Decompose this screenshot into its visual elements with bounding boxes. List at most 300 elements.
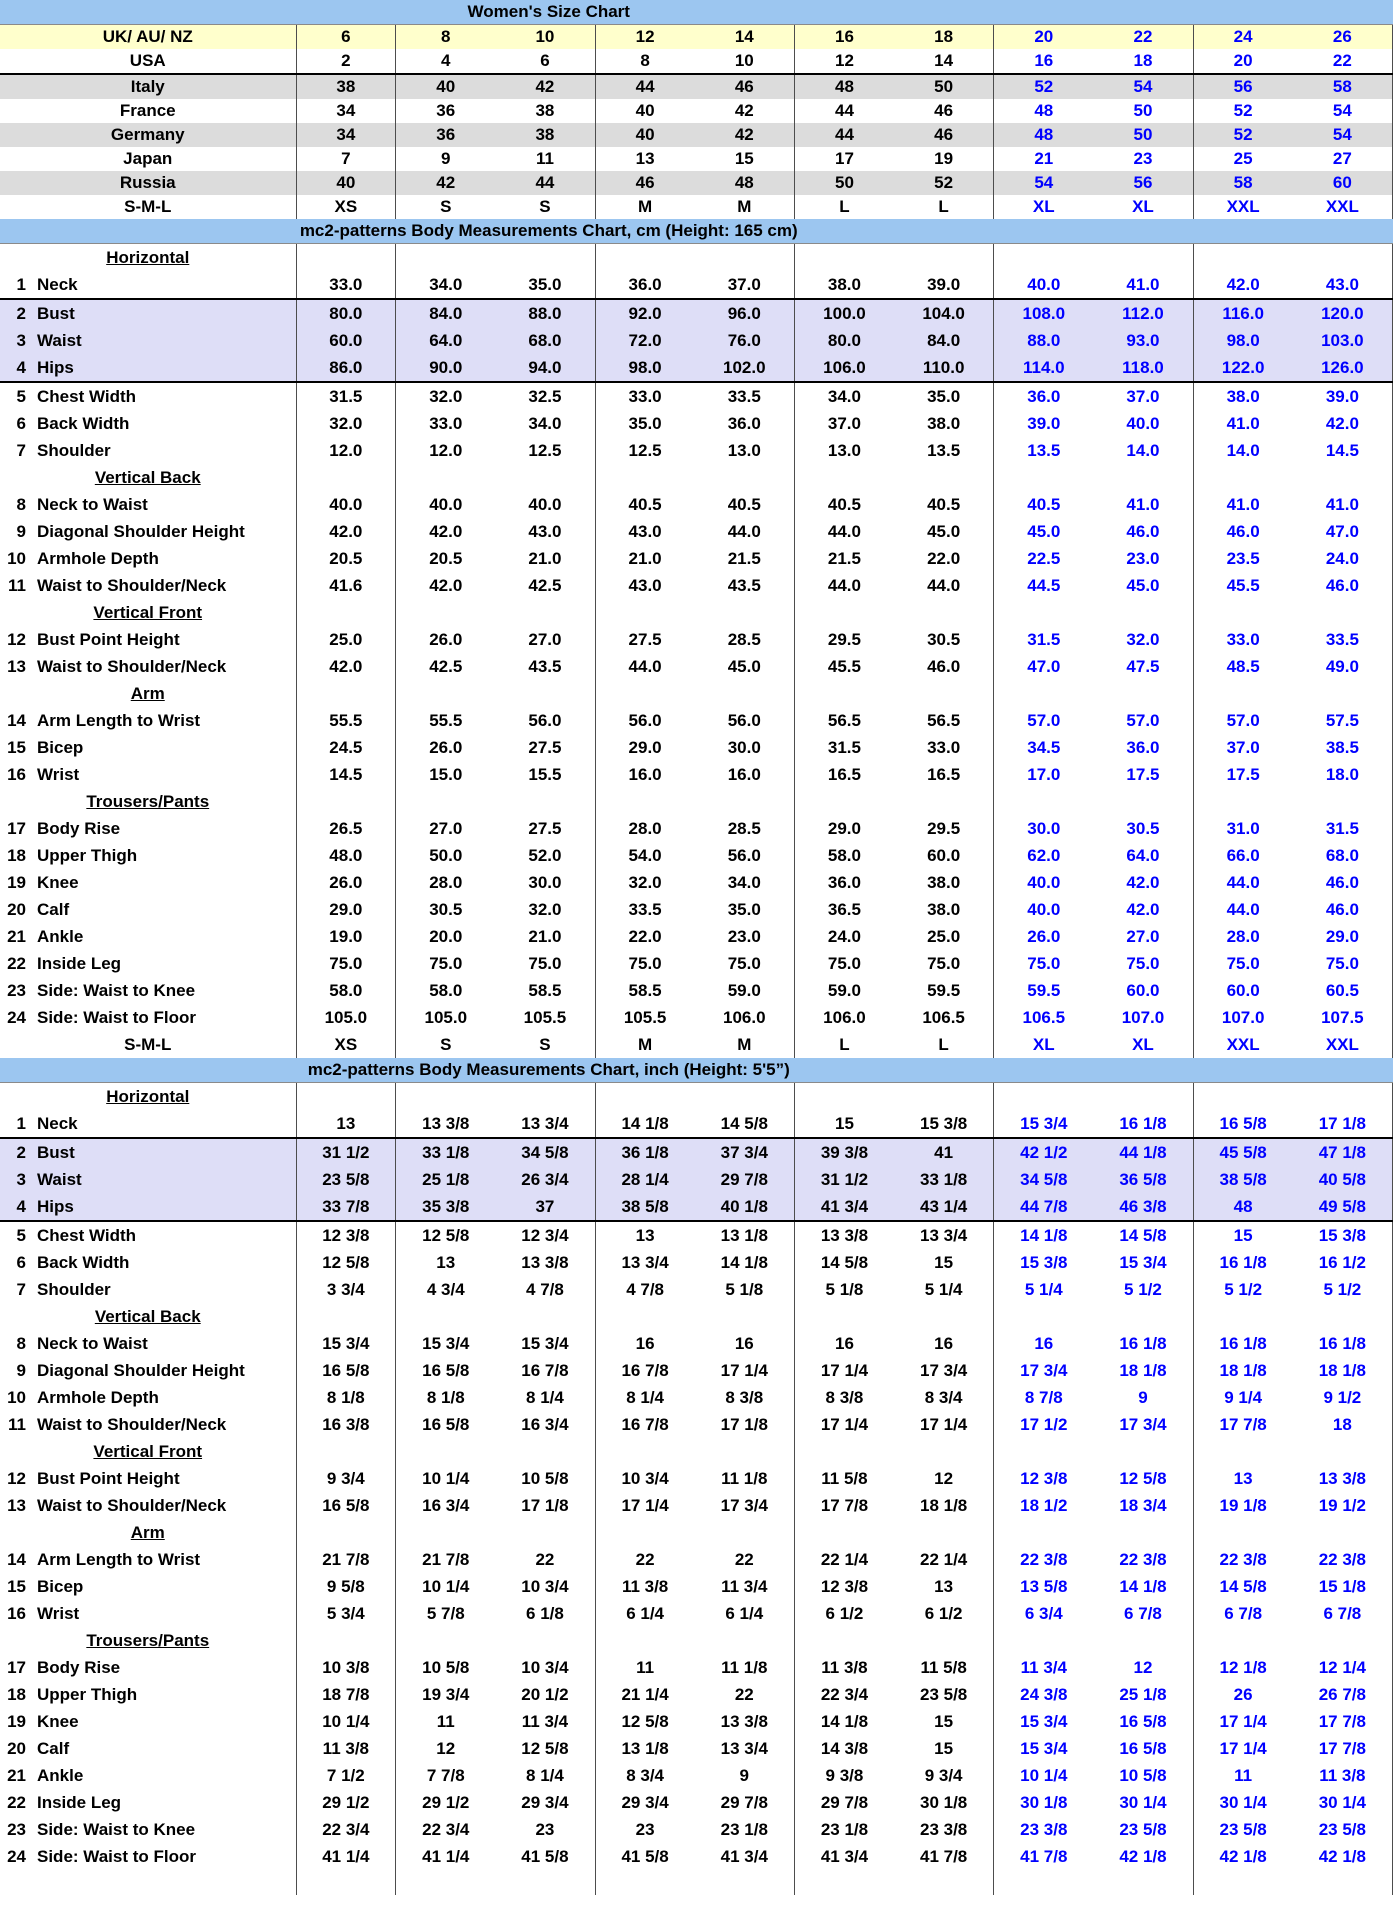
row-label [0,1465,296,1492]
row-label-text: Inside Leg [37,1793,122,1812]
cell: 9 [695,1762,795,1789]
cell [296,464,396,491]
cell [794,680,894,707]
table-row [0,410,1393,437]
cell: 56.0 [628,711,662,730]
row-number: 3 [16,1170,26,1189]
cell: 40.5 [894,491,994,518]
cell: 21.0 [495,545,595,572]
cell: 8 3/8 [695,1384,795,1411]
cell: 46 [894,99,994,123]
cell: 44 [595,74,695,99]
cell [595,1438,695,1465]
table-row [0,1031,1393,1058]
row-number: 2 [16,1143,26,1162]
cell: 36 1/8 [595,1138,695,1166]
row-label-text: Chest Width [37,387,137,406]
cell: 75.0 [1293,950,1393,977]
row-number: 20 [7,1739,26,1758]
cell: 12 5/8 [422,1226,470,1245]
cell: 15.5 [495,761,595,788]
cell: 16 5/8 [1219,1114,1267,1133]
cell: 25.0 [296,626,396,653]
cell: 38 [495,99,595,123]
cell: 22 3/8 [1020,1550,1068,1569]
cell: 59.5 [894,977,994,1004]
cell: 12.5 [628,441,662,460]
cell: 10 [695,49,795,74]
cell: 17 7/8 [820,1496,869,1515]
section-subheader: Arm [0,680,296,707]
cell: 10 1/4 [1020,1766,1068,1785]
table-row [0,1384,1393,1411]
cell: 16 [1034,1334,1054,1353]
cell: 37 3/4 [695,1138,795,1166]
cell: 27 [1293,147,1393,171]
cell: 18 3/4 [1093,1492,1193,1519]
cell: 16 7/8 [621,1415,669,1434]
table-row [0,74,1393,99]
table-tail [0,1870,1393,1895]
table-row [0,1492,1393,1519]
row-label [0,1735,296,1762]
cell: M [695,1031,795,1058]
cell: 44 [495,171,595,195]
row-label: France [0,99,296,123]
cell: 41 1/4 [422,1847,470,1866]
row-label [0,271,296,299]
cell: 16 [834,1334,854,1353]
cell: 13 3/4 [894,1221,994,1249]
row-label: S-M-L [0,1031,296,1058]
cell: 14 1/8 [621,1114,669,1133]
cell: 49.0 [1293,653,1393,680]
cell: 48.0 [296,842,396,869]
cell: 13 3/8 [695,1708,795,1735]
row-label [0,545,296,572]
row-label-text: Diagonal Shoulder Height [37,1361,245,1380]
cell [495,244,595,272]
cell [695,788,795,815]
cell: 6 1/2 [825,1604,864,1623]
cell: 42.0 [429,522,463,541]
cell: 36.5 [827,900,861,919]
cell: 60.0 [1226,981,1260,1000]
cell: 55.5 [296,707,396,734]
cell: 26.0 [429,738,463,757]
cell: 40.0 [495,491,595,518]
cell: 40.5 [827,495,861,514]
cell: 4 [396,49,496,74]
section-subheader-row [0,680,1393,707]
cell: 18 1/2 [1020,1496,1068,1515]
cell: 19.0 [296,923,396,950]
cell: 17.0 [1027,765,1061,784]
row-label [0,1411,296,1438]
cell: 41.0 [1226,495,1260,514]
cell: 37.0 [1093,382,1193,410]
cell: 41 [894,1138,994,1166]
cell: 13 [296,1110,396,1138]
cell [296,1303,396,1330]
cell: 23 5/8 [1293,1816,1393,1843]
cell: 31.0 [1226,819,1260,838]
cell: 16 3/4 [495,1411,595,1438]
row-label [0,1600,296,1627]
cell: 12 1/4 [1293,1654,1393,1681]
row-label-text: Bust [37,1143,75,1162]
cell: 105.0 [296,1004,396,1031]
cell: 56 [1193,74,1293,99]
row-number: 10 [7,549,26,568]
cell [1093,1083,1193,1111]
cell: 43.0 [628,576,662,595]
cell: 54.0 [628,846,662,865]
row-label [0,1492,296,1519]
cell: 16 5/8 [422,1361,470,1380]
cell: 36 [436,101,456,120]
table-row [0,382,1393,410]
cell: 40.0 [296,491,396,518]
cell: 17 3/4 [894,1357,994,1384]
table-row [0,1004,1393,1031]
cell: S [440,1035,452,1054]
cell: 13 [1233,1469,1253,1488]
empty-cell [695,1870,795,1895]
cell [994,464,1094,491]
cell: 52 [1193,123,1293,147]
cell: 16 5/8 [296,1492,396,1519]
cell: 58.0 [296,977,396,1004]
cell: 50 [1093,123,1193,147]
cell: 38 5/8 [595,1193,695,1221]
row-label-text: Shoulder [37,441,111,460]
cell: 38.0 [894,869,994,896]
cell: 40 [396,74,496,99]
cell: 11 3/4 [1020,1658,1067,1677]
cell: 27.5 [628,630,662,649]
cell: 28.5 [695,815,795,842]
cell: 7 1/2 [296,1762,396,1789]
section-subheader: Vertical Back [0,464,296,491]
cell: 20.0 [429,927,463,946]
cell: 5 1/4 [1024,1280,1063,1299]
table-row [0,1654,1393,1681]
cell: 13 [894,1573,994,1600]
cell: 5 1/2 [1093,1276,1193,1303]
cell: 41.0 [1093,271,1193,299]
row-number: 19 [7,1712,26,1731]
cell: 56 [1093,171,1193,195]
cell: L [839,197,850,216]
table-row [0,195,1393,219]
cell: 34.0 [495,410,595,437]
cell: 22.0 [628,927,662,946]
row-label-text: Waist [37,1170,82,1189]
cell [994,788,1094,815]
cell: 14 1/8 [695,1249,795,1276]
row-label [0,1654,296,1681]
cell: 39.0 [1027,414,1061,433]
cell: 26 [1293,25,1393,50]
cell: 30 1/8 [1020,1793,1068,1812]
row-label [0,572,296,599]
table-row [0,1330,1393,1357]
cell: 10 3/8 [296,1654,396,1681]
cell: 60 [1293,171,1393,195]
cell: 9 [441,149,451,168]
cell: L [894,195,994,219]
cell: 8 1/8 [426,1388,465,1407]
cell: 38.0 [894,410,994,437]
cell: 29 3/4 [621,1793,669,1812]
cell: 31.5 [827,738,861,757]
cell [894,599,994,626]
cell: 110.0 [894,354,994,382]
row-number: 22 [7,954,26,973]
cell: 35.0 [894,382,994,410]
cell: 33 1/8 [396,1138,496,1166]
cell: 12 [1093,1654,1193,1681]
cell: 23 [635,1820,655,1839]
cell: 29 1/2 [296,1789,396,1816]
cell: 34.5 [1027,738,1061,757]
cell: 10 5/8 [422,1658,470,1677]
cell: 14.0 [1093,437,1193,464]
cell: 23 5/8 [1093,1816,1193,1843]
row-label-text: Body Rise [37,819,121,838]
cell: 38.0 [894,896,994,923]
cell [1193,788,1293,815]
cell: 75.0 [628,954,662,973]
table-row [0,707,1393,734]
cell: 104.0 [894,299,994,327]
row-label-text: Ankle [37,1766,84,1785]
cell: 42.0 [296,653,396,680]
row-label [0,1221,296,1249]
cell: 31 1/2 [794,1166,894,1193]
section-subheader: Trousers/Pants [0,1627,296,1654]
cell [1093,1627,1193,1654]
cell: 48.5 [1226,657,1260,676]
cell: 17 7/8 [1293,1735,1393,1762]
cell: 13 1/8 [621,1739,669,1758]
cell: 40 5/8 [1293,1166,1393,1193]
cell: 15 [894,1735,994,1762]
row-number: 24 [7,1008,26,1027]
cell: 16 7/8 [495,1357,595,1384]
cell: 120.0 [1293,299,1393,327]
cell: 23 5/8 [894,1681,994,1708]
cell: 6 7/8 [1293,1600,1393,1627]
cell: 62.0 [1027,846,1061,865]
cell: 13 3/8 [422,1114,470,1133]
cell: S [495,195,595,219]
cell: 64.0 [396,327,496,354]
cell: 26.0 [296,869,396,896]
cell: 26 3/4 [495,1166,595,1193]
cell [1093,1303,1193,1330]
cell: M [638,1035,653,1054]
table-row [0,271,1393,299]
section-subheader-row [0,1438,1393,1465]
cell: 9 [1093,1384,1193,1411]
title-row [0,0,1393,25]
cell: 56.0 [695,842,795,869]
cell [695,1083,795,1111]
table-row [0,1546,1393,1573]
cell: 5 1/4 [894,1276,994,1303]
cell: 33.0 [1226,630,1260,649]
table-row [0,147,1393,171]
cell: 49 5/8 [1293,1193,1393,1221]
cell: 48 [794,74,894,99]
cell: 15 1/8 [1293,1573,1393,1600]
cell: 57.0 [1226,711,1260,730]
cell: 36.0 [827,873,861,892]
cell: 41.0 [1293,491,1393,518]
row-label-text: Neck [37,275,78,294]
table-row [0,437,1393,464]
cell: 18 1/8 [1293,1357,1393,1384]
cell [396,464,496,491]
cell [1093,1438,1193,1465]
row-number: 13 [7,657,26,676]
cell: 29.0 [628,738,662,757]
cell [296,244,396,272]
cell: 44.0 [695,518,795,545]
cell: 52 [894,171,994,195]
cell: 22 [635,1550,655,1569]
cell: 33 7/8 [296,1193,396,1221]
cell: 23 5/8 [1219,1820,1267,1839]
cell: 40.5 [695,491,795,518]
cell: 27.5 [495,734,595,761]
cell: 16 7/8 [621,1361,669,1380]
cell: 11 3/8 [821,1658,868,1677]
cell [595,599,695,626]
cell: 15 3/8 [1020,1253,1068,1272]
cell: 18 1/8 [1093,1357,1193,1384]
cell: 15 3/8 [894,1110,994,1138]
cell: 106.5 [1022,1008,1066,1027]
cell: 22 [695,1681,795,1708]
cell: 16 1/8 [1219,1334,1267,1353]
cell: 42.5 [495,572,595,599]
cell: 9 1/2 [1293,1384,1393,1411]
cell: 17 1/4 [695,1357,795,1384]
row-number: 16 [7,1604,26,1623]
cell: 46.0 [894,653,994,680]
cell: 18 [1293,1411,1393,1438]
cell: 40 [296,171,396,195]
table-row [0,869,1393,896]
cell [1093,788,1193,815]
row-label [0,1276,296,1303]
cell: 21.5 [827,549,861,568]
cell: 27.0 [1093,923,1193,950]
cell: 6 1/8 [495,1600,595,1627]
cell [994,244,1094,272]
row-label [0,1110,296,1138]
cell: 5 1/2 [1224,1280,1263,1299]
cell [495,788,595,815]
cell [1293,1438,1393,1465]
cell: 40.0 [429,495,463,514]
section-subheader-row [0,464,1393,491]
cell [695,680,795,707]
cell: 14 5/8 [695,1110,795,1138]
row-label: Russia [0,171,296,195]
cell: 59.0 [695,977,795,1004]
row-number: 10 [7,1388,26,1407]
cell: 20 [1193,49,1293,74]
row-label-text: Bust Point Height [37,630,180,649]
cell: 21.0 [495,923,595,950]
cell: 16 [695,1330,795,1357]
cell: 40 1/8 [695,1193,795,1221]
row-number: 18 [7,1685,26,1704]
cell: 58.0 [827,846,861,865]
row-label-text: Waist to Shoulder/Neck [37,1496,227,1515]
cell: 16 1/8 [1093,1330,1193,1357]
cell: 10 [495,25,595,50]
cell: 10 3/4 [495,1573,595,1600]
cell: 40.0 [1027,900,1061,919]
cell [894,244,994,272]
table-row [0,25,1393,50]
cell: 22.5 [1027,549,1061,568]
table-row [0,327,1393,354]
cell: 11 1/8 [695,1654,795,1681]
cell: 17 1/4 [820,1415,869,1434]
cell: 17 1/4 [1219,1739,1267,1758]
cell: 45.5 [827,657,861,676]
row-label-text: Armhole Depth [37,1388,159,1407]
cell [296,599,396,626]
section-subheader: Arm [0,1519,296,1546]
cell: XXL [1293,195,1393,219]
table-row [0,49,1393,74]
table-row [0,123,1393,147]
cell: 35.0 [495,271,595,299]
row-label [0,1138,296,1166]
cell: 14 1/8 [1020,1226,1068,1245]
cell: 16 [794,25,894,50]
cell [1293,1519,1393,1546]
row-label [0,1789,296,1816]
cell: 17 1/8 [695,1411,795,1438]
row-number: 7 [16,1280,26,1299]
row-label [0,1762,296,1789]
cell: 11 3/8 [621,1577,669,1596]
cell [794,788,894,815]
cell [894,680,994,707]
cell: 23 [495,1816,595,1843]
section-subheader-row [0,244,1393,272]
cell: 30.0 [495,869,595,896]
empty-cell [495,1870,595,1895]
table-row [0,1249,1393,1276]
row-label-text: Bicep [37,738,84,757]
cell [1293,1303,1393,1330]
table-row [0,842,1393,869]
cell: 26.5 [296,815,396,842]
cell: 5 1/2 [1293,1276,1393,1303]
cell: M [695,195,795,219]
row-label-text: Waist to Shoulder/Neck [37,657,227,676]
row-number: 17 [7,819,26,838]
